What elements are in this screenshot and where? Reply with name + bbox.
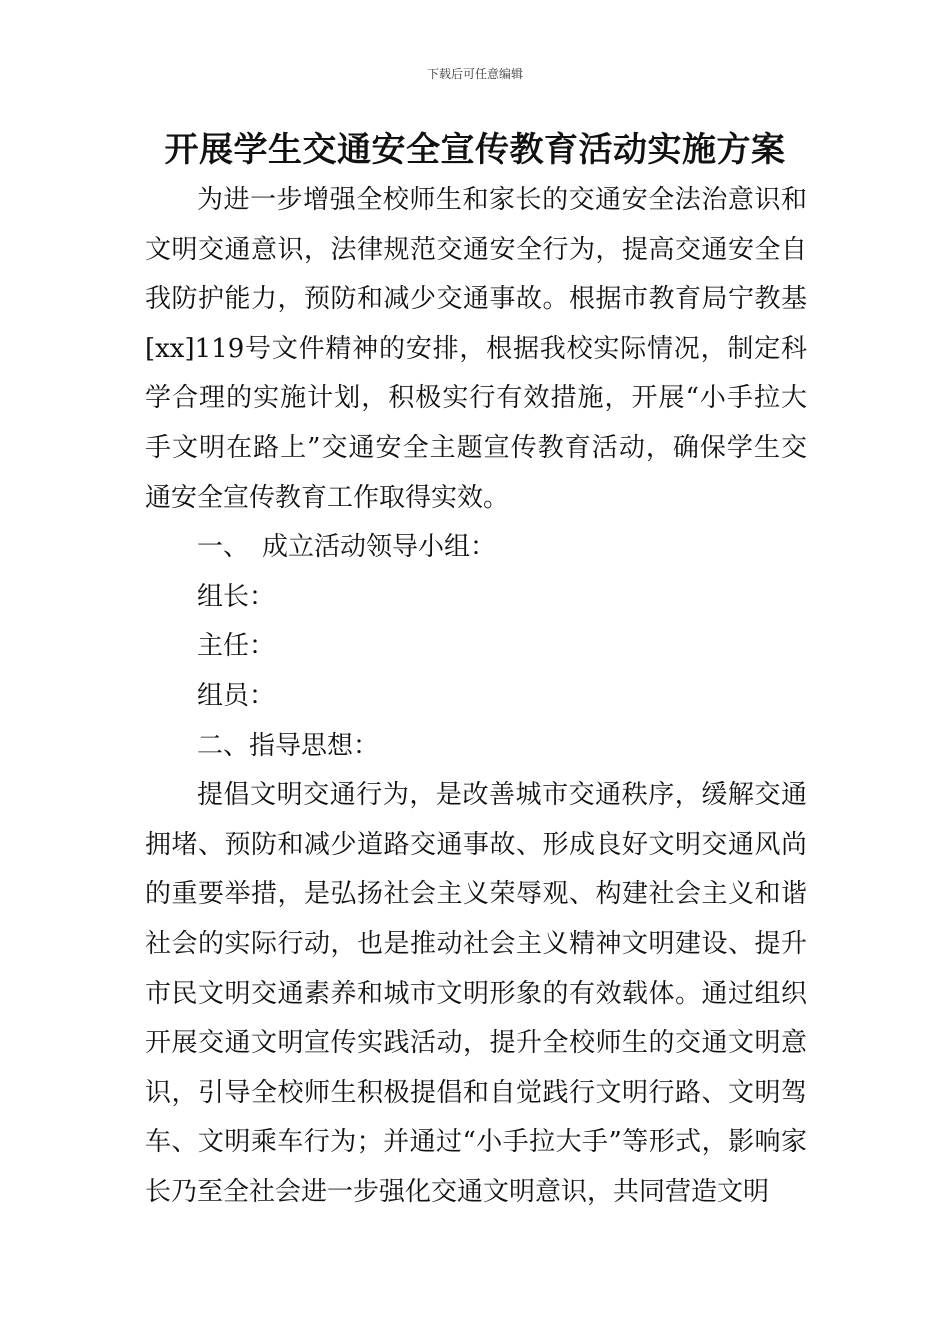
intro-paragraph: 为进一步增强全校师生和家长的交通安全法治意识和文明交通意识，法律规范交通安全行为，提高交通安全自我防护能力，预防和减少交通事故。根据市教育局宁教基[xx]119号文件精神的安排，根据我校实际情况，制定科学合理的实施计划，积极实行有效措施，开展“小手拉大手文明在路上”交通安全主题宣传教育活动，确保学生交通安全宣传教育工作取得实效。 bbox=[145, 185, 807, 513]
director-field: 主任： bbox=[197, 631, 276, 662]
guiding-ideology-paragraph: 提倡文明交通行为，是改善城市交通秩序，缓解交通拥堵、预防和减少道路交通事故、形成良好文明交通风尚的重要举措，是弘扬社会主义荣辱观、构建社会主义和谐社会的实际行动，也是推动社会主义精神文明建设、提升市民文明交通素养和城市文明形象的有效载体。通过组织开展交通文明宣传实践活动，提升全校师生的交通文明意识，引导全校师生积极提倡和自觉践行文明行路、文明驾车、文明乘车行为；并通过“小手拉大手”等形式，影响家长乃至全社会进一步强化交通文明意识，共同营造文明 bbox=[145, 780, 807, 1207]
section-heading-leadership-group: 一、 成立活动领导小组： bbox=[197, 532, 497, 563]
document-body bbox=[145, 176, 807, 1217]
section-heading-guiding-ideology: 二、指导思想： bbox=[197, 730, 380, 761]
document-title: 开展学生交通安全宣传教育活动实施方案 bbox=[164, 130, 786, 170]
members-field: 组员： bbox=[197, 680, 276, 711]
leader-field: 组长： bbox=[197, 581, 276, 612]
header-note: 下载后可任意编辑 bbox=[426, 67, 523, 81]
